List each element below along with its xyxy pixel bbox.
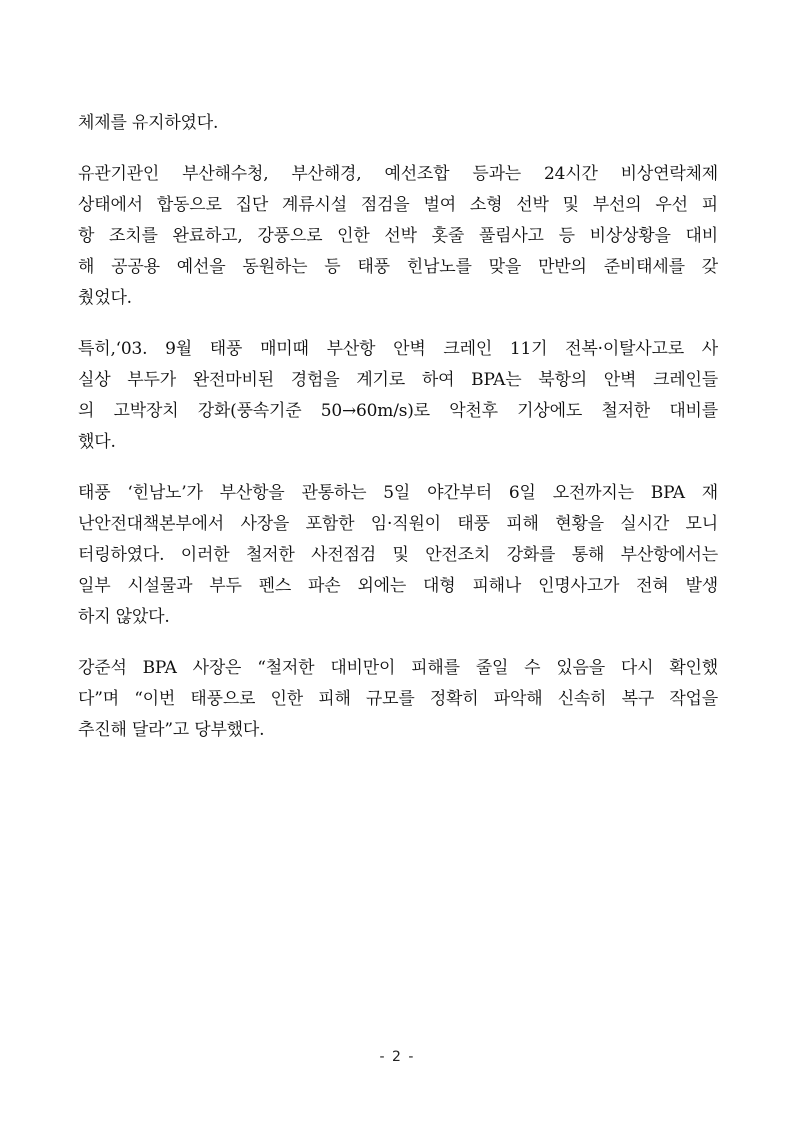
text-line: 난안전대책본부에서 사장을 포함한 임·직원이 태풍 피해 현황을 실시간 모니 <box>78 514 718 534</box>
text-line: 의 고박장치 강화(풍속기준 50→60m/s)로 악천후 기상에도 철저한 대비를 <box>78 401 718 421</box>
text-line: 강준석 BPA 사장은 “철저한 대비만이 피해를 줄일 수 있음을 다시 확인했 <box>78 658 718 678</box>
document-body <box>78 108 718 766</box>
paragraph-5 <box>78 653 718 746</box>
text-line: 실상 부두가 완전마비된 경험을 계기로 하여 BPA는 북항의 안벽 크레인들 <box>78 370 718 390</box>
text-line: 특히,‘03. 9월 태풍 매미때 부산항 안벽 크레인 11기 전복·이탈사고로 사 <box>78 339 718 359</box>
text-line: 췄었다. <box>78 288 132 308</box>
text-line: 했다. <box>78 432 116 452</box>
text-line: 상태에서 합동으로 집단 계류시설 점검을 벌여 소형 선박 및 부선의 우선 피 <box>78 195 718 215</box>
paragraph-1 <box>78 108 718 139</box>
paragraph-3 <box>78 334 718 458</box>
text-line: 하지 않았다. <box>78 607 170 627</box>
text-line: 추진해 달라”고 당부했다. <box>78 720 265 740</box>
text-line: 해 공공용 예선을 동원하는 등 태풍 힌남노를 맞을 만반의 준비태세를 갖 <box>78 257 718 277</box>
text-line: 유관기관인 부산해수청, 부산해경, 예선조합 등과는 24시간 비상연락체제 <box>78 164 718 184</box>
text-line: 체제를 유지하였다. <box>78 113 219 133</box>
text-line: 터링하였다. 이러한 철저한 사전점검 및 안전조치 강화를 통해 부산항에서는 <box>78 545 718 565</box>
page-number: - 2 - <box>379 1049 414 1065</box>
paragraph-4 <box>78 478 718 633</box>
text-line: 태풍 ‘힌남노’가 부산항을 관통하는 5일 야간부터 6일 오전까지는 BPA 재 <box>78 483 718 503</box>
text-line: 다”며 “이번 태풍으로 인한 피해 규모를 정확히 파악해 신속히 복구 작업을 <box>78 689 718 709</box>
paragraph-2 <box>78 159 718 314</box>
text-line: 일부 시설물과 부두 펜스 파손 외에는 대형 피해나 인명사고가 전혀 발생 <box>78 576 718 596</box>
text-line: 항 조치를 완료하고, 강풍으로 인한 선박 홋줄 풀림사고 등 비상상황을 대비 <box>78 226 718 246</box>
